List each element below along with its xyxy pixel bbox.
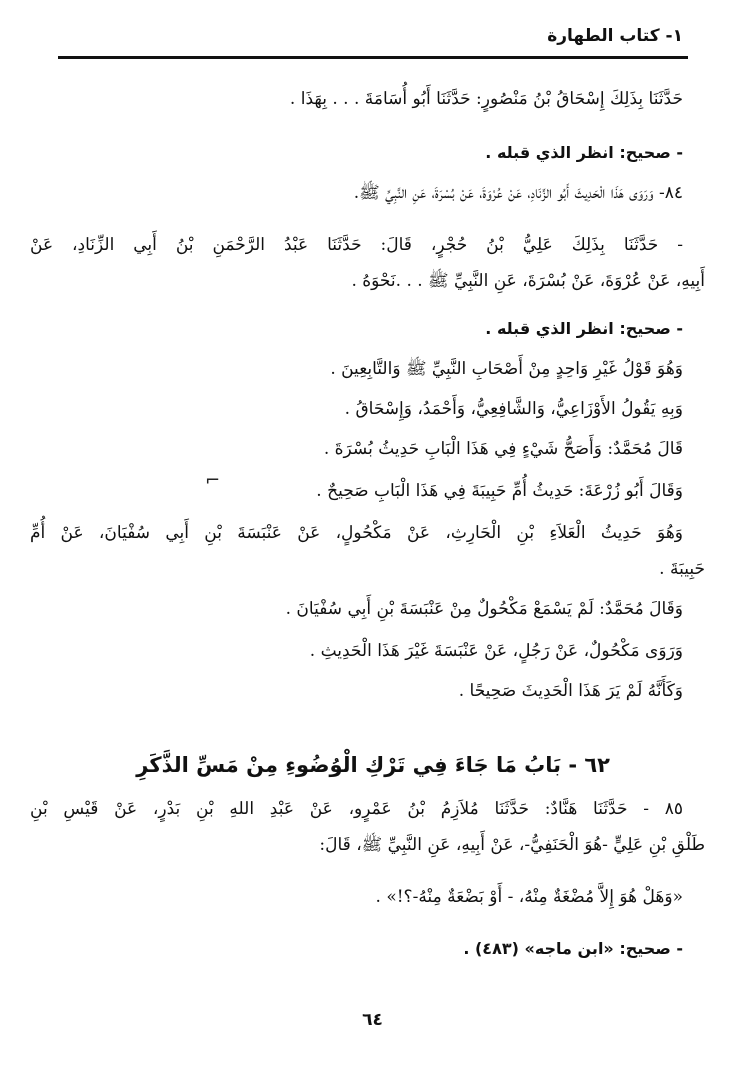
hadith-84-line: ٨٤- وَرَوَى هَذَا الْحَدِيثَ أَبُو الزِّنَادِ، عَنْ عُرْوَةَ، عَنْ بُسْرَةَ، عَنِ النَّبِيِّ ﷺ. [353, 183, 683, 203]
text-line: وَقَالَ أَبُو زُرْعَةَ: حَدِيثُ أُمِّ حَبِيبَةَ فِي هَذَا الْبَابِ صَحِيحٌ . [316, 481, 683, 501]
grading-line: - صحيح: «ابن ماجه» (٤٨٣) . [463, 939, 683, 958]
text-line: أَبِيهِ، عَنْ عُرْوَةَ، عَنْ بُسْرَةَ، عَنِ النَّبِيِّ ﷺ . . .نَحْوَهُ . [351, 271, 705, 291]
text-line: وَرَوَى مَكْحُولٌ، عَنْ رَجُلٍ، عَنْ عَنْبَسَةَ غَيْرَ هَذَا الْحَدِيثِ . [309, 641, 683, 661]
chapter-heading: ٦٢ - بَابُ مَا جَاءَ فِي تَرْكِ الْوُضُوءِ مِنْ مَسِّ الذَّكَرِ [136, 753, 610, 777]
text-line: وَكَأَنَّهُ لَمْ يَرَ هَذَا الْحَدِيثَ صَحِيحًا . [458, 681, 683, 701]
text-line: وَهُوَ قَوْلُ غَيْرِ وَاحِدٍ مِنْ أَصْحَابِ النَّبِيِّ ﷺ وَالتَّابِعِينَ . [330, 359, 683, 379]
text-line: وَهُوَ حَدِيثُ الْعَلاَءِ بْنِ الْحَارِثِ، عَنْ مَكْحُولٍ، عَنْ عَنْبَسَةَ بْنِ أَبِي سُفْيَانَ، عَنْ أُمِّ [30, 523, 683, 543]
text-line: قَالَ مُحَمَّدٌ: وَأَصَحُّ شَيْءٍ فِي هَذَا الْبَابِ حَدِيثُ بُسْرَةَ . [323, 439, 683, 459]
grading-line: - صحيح: انظر الذي قبله . [485, 319, 683, 338]
text-line: وَبِهِ يَقُولُ الأَوْزَاعِيُّ، وَالشَّافِعِيُّ، وَأَحْمَدُ، وَإِسْحَاقُ . [344, 399, 683, 419]
quote-line: «وَهَلْ هُوَ إِلاَّ مُضْغَةٌ مِنْهُ، - أَوْ بَضْعَةٌ مِنْهُ-؟!» . [375, 887, 683, 907]
header-rule [58, 56, 688, 59]
page-number: ٦٤ [362, 1010, 383, 1030]
text-line: حَبِيبَةَ . [659, 559, 705, 579]
text-line: - حَدَّثَنَا بِذَلِكَ عَلِيُّ بْنُ حُجْرٍ، قَالَ: حَدَّثَنَا عَبْدُ الرَّحْمَنِ بْنُ أَبِي الزِّنَادِ، عَنْ [30, 235, 683, 255]
hadith-85-line: ٨٥ - حَدَّثَنَا هَنَّادٌ: حَدَّثَنَا مُلاَزِمُ بْنُ عَمْرٍو، عَنْ عَبْدِ اللهِ بْنِ بَدْرٍ، عَنْ قَيْسِ بْنِ [30, 799, 683, 819]
text-line: حَدَّثَنَا بِذَلِكَ إِسْحَاقُ بْنُ مَنْصُورٍ: حَدَّثَنَا أَبُو أُسَامَةَ . . . بِهَذَا . [289, 89, 683, 109]
grading-line: - صحيح: انظر الذي قبله . [485, 143, 683, 162]
text-line: طَلْقِ بْنِ عَلِيٍّ -هُوَ الْحَنَفِيُّ-، عَنْ أَبِيهِ، عَنِ النَّبِيِّ ﷺ، قَالَ: [319, 835, 705, 855]
running-header-title: ١- كتاب الطهارة [547, 26, 683, 46]
text-line: وَقَالَ مُحَمَّدٌ: لَمْ يَسْمَعْ مَكْحُولٌ مِنْ عَنْبَسَةَ بْنِ أَبِي سُفْيَانَ . [285, 599, 683, 619]
margin-bracket-mark: ⌐ [205, 470, 221, 491]
